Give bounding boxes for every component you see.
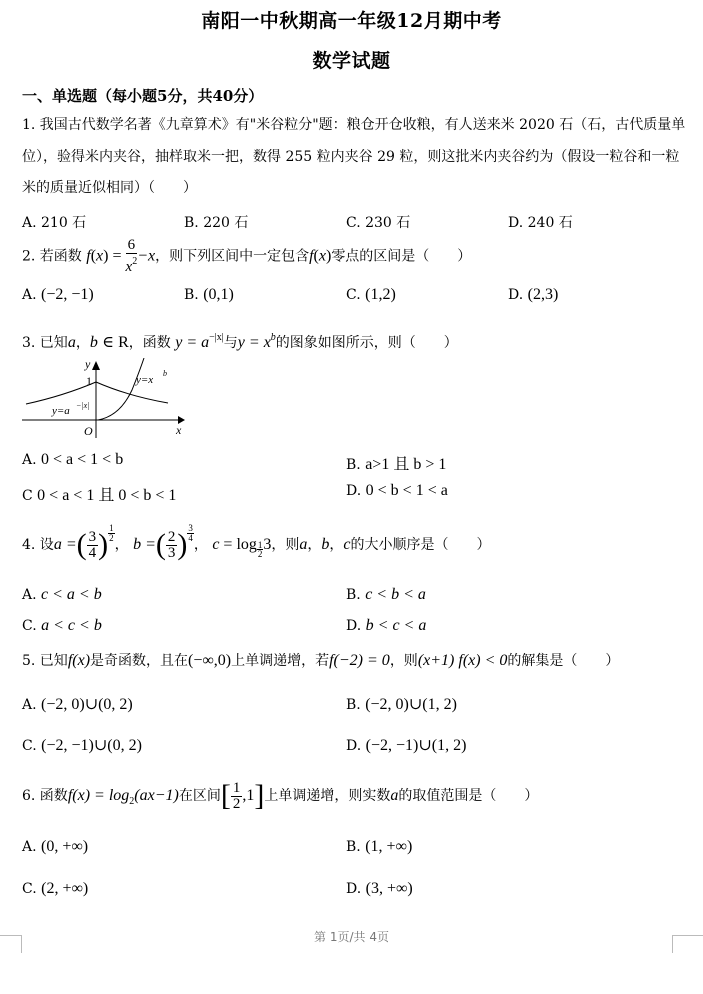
- svg-text:y: y: [85, 358, 91, 371]
- question-2-stem: 2. 若函数 f(x) = $\frac{6}{x^2}$ −x，则下列区间中一定包含f(x)零点的区间是（ ）: [22, 237, 472, 275]
- q2-prefix: 2. 若函数: [22, 248, 82, 265]
- q5-option-d[interactable]: D. (−2, −1)∪(1, 2): [346, 737, 467, 754]
- section-heading: 一、单选题（每小题5分，共40分）: [22, 87, 264, 105]
- q6-option-c[interactable]: C. (2, +∞): [22, 880, 89, 897]
- q3-option-a[interactable]: A. 0 < a < 1 < b: [22, 451, 124, 468]
- svg-text:1: 1: [86, 374, 92, 388]
- exam-subtitle: 数学试题: [312, 50, 391, 72]
- question-3-stem: 3. 已知a，b ∈ R，函数 $y = a^{-|x|}$与$y = x^b$的图象如图所示，则（ ）: [22, 332, 458, 351]
- svg-text:O: O: [84, 424, 93, 438]
- q6-option-d[interactable]: D. (3, +∞): [346, 880, 413, 897]
- svg-text:y=a: y=a: [52, 405, 70, 417]
- q1-option-a[interactable]: A. 210 石: [22, 215, 87, 231]
- q2-minus-x: −x: [137, 247, 156, 265]
- question-4-stem: 4. 设a =( $\frac{3}{4}$ ) $\frac{1}{2}$ ， b =( $\frac{2}{3}$ ) $\frac{3}{4}$ ， c = log $\frac{1}{2}$ 3，则a，b，c的大小顺序是（ ）: [22, 523, 491, 561]
- question-5-stem: 5. 已知f(x)是奇函数，且在(−∞,0)上单调递增，若f(−2) = 0，则(x+1) f(x) < 0的解集是（ ）: [22, 652, 620, 669]
- q4-option-c[interactable]: C. a < c < b: [22, 617, 102, 634]
- q4-option-b[interactable]: B. c < b < a: [346, 586, 426, 603]
- question-1-line-2: 位），验得米内夹谷，抽样取米一把，数得 255 粒内夹谷 29 粒，则这批米内夹谷约为（假设一粒谷和一粒: [22, 149, 680, 165]
- q2-suffix: 零点的区间是（ ）: [331, 248, 472, 265]
- q3-option-b[interactable]: B. a>1 且 b > 1: [346, 456, 447, 473]
- q4-suffix: 的大小顺序是（ ）: [350, 537, 491, 553]
- q4-prefix: 4. 设: [22, 537, 54, 553]
- q2-f: f: [86, 247, 91, 265]
- svg-text:−|x|: −|x|: [76, 401, 90, 410]
- q4-option-a[interactable]: A. c < a < b: [22, 586, 102, 603]
- q6-option-a[interactable]: A. (0, +∞): [22, 838, 89, 855]
- q2-frac-num: 6: [126, 238, 138, 254]
- q2-x: x: [96, 247, 104, 265]
- q3-y1: y = a: [175, 334, 210, 351]
- q2-option-c[interactable]: C. (1,2): [346, 286, 396, 303]
- q3-prefix: 3. 已知: [22, 335, 68, 351]
- q3-a: a: [67, 334, 76, 351]
- q3-option-c[interactable]: C 0 < a < 1 且 0 < b < 1: [22, 487, 177, 504]
- q3-in-r: ∈ R: [102, 334, 129, 351]
- q6-option-b[interactable]: B. (1, +∞): [346, 838, 413, 855]
- q2-fraction: [126, 238, 138, 275]
- q2-frac-den-exp: 2: [132, 256, 138, 267]
- q2-option-b[interactable]: B. (0,1): [184, 286, 234, 303]
- q3-y2: y = x: [237, 334, 271, 351]
- q2-mid: ，则下列区间中一定包含: [155, 248, 310, 265]
- q5-option-b[interactable]: B. (−2, 0)∪(1, 2): [346, 696, 457, 713]
- question-6-stem: 6. 函数$f(x) = \log_2(ax-1)$在区间[ $\frac{1}{2}$ ,1]上单调递增，则实数a的取值范围是（ ）: [22, 779, 539, 812]
- q3-function-graph: [18, 358, 188, 440]
- question-1-line-1: 1. 我国古代数学名著《九章算术》有"米谷粒分"题：粮仓开仓收粮，有人送来米 2020 石（石，古代质量单: [22, 117, 686, 133]
- q3-b: b: [89, 334, 98, 351]
- y-axis-arrow-icon: [92, 361, 100, 370]
- q3-option-d[interactable]: D. 0 < b < 1 < a: [346, 482, 448, 499]
- page-number: 第 1页/共 4页: [314, 930, 389, 944]
- exam-title: 南阳一中秋期高一年级12月期中考: [201, 10, 502, 32]
- svg-text:x: x: [176, 423, 182, 437]
- q1-option-c[interactable]: C. 230 石: [346, 215, 411, 231]
- svg-text:y=x: y=x: [136, 374, 154, 386]
- q1-option-b[interactable]: B. 220 石: [184, 215, 249, 231]
- q5-option-c[interactable]: C. (−2, −1)∪(0, 2): [22, 737, 142, 754]
- question-1-line-3: 米的质量近似相同）（ ）: [22, 180, 197, 196]
- svg-text:b: b: [163, 369, 167, 378]
- q2-option-a[interactable]: A. (−2, −1): [22, 286, 94, 303]
- q1-option-d[interactable]: D. 240 石: [508, 215, 573, 231]
- q2-frac-den: x: [125, 259, 133, 275]
- q5-option-a[interactable]: A. (−2, 0)∪(0, 2): [22, 696, 133, 713]
- q2-option-d[interactable]: D. (2,3): [508, 286, 559, 303]
- q4-option-d[interactable]: D. b < c < a: [346, 617, 427, 634]
- q3-suffix: 的图象如图所示，则（ ）: [275, 335, 458, 351]
